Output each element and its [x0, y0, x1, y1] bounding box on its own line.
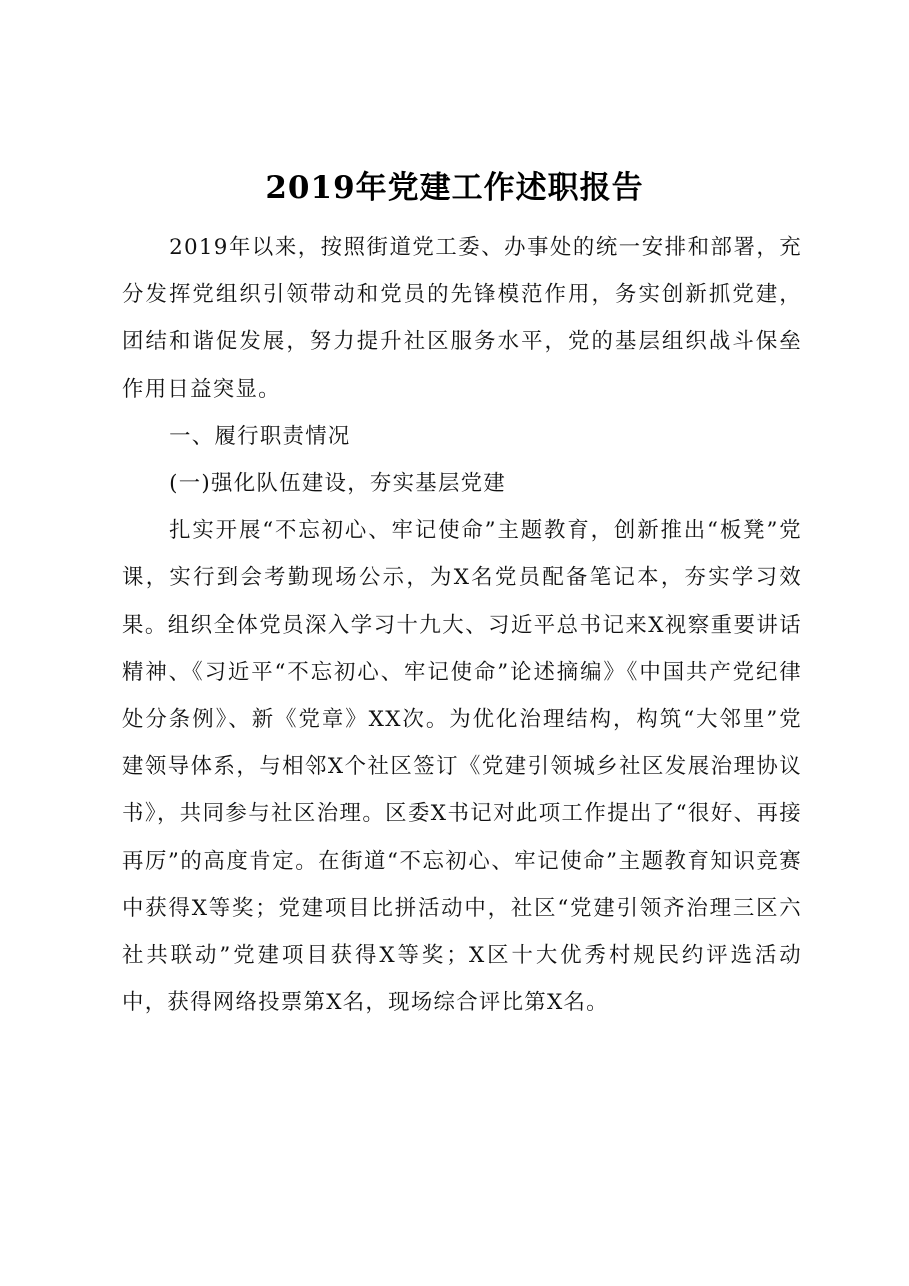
body-paragraph: 扎实开展“不忘初心、牢记使命”主题教育，创新推出“板凳”党课，实行到会考勤现场公示，为X名党员配备笔记本，夯实学习效果。组织全体党员深入学习十九大、习近平总书记来X视察重要讲话精神、《习近平“不忘初心、牢记使命”论述摘编》《中国共产党纪律处分条例》、新《党章》XX次。为优化治理结构，构筑“大邻里”党建领导体系，与相邻X个社区签订《党建引领城乡社区发展治理协议书》，共同参与社区治理。区委X书记对此项工作提出了“很好、再接再厉”的高度肯定。在街道“不忘初心、牢记使命”主题教育知识竞赛中获得X等奖；党建项目比拼活动中，社区“党建引领齐治理三区六社共联动”党建项目获得X等奖；X区十大优秀村规民约评选活动中，获得网络投票第X名，现场综合评比第X名。: [122, 518, 802, 1016]
section-heading: 一、履行职责情况: [169, 423, 351, 449]
document-body: [122, 224, 802, 1026]
subsection-heading: (一)强化队伍建设，夯实基层党建: [169, 471, 507, 497]
intro-paragraph: 2019年以来，按照街道党工委、办事处的统一安排和部署，充分发挥党组织引领带动和党员的先锋模范作用，务实创新抓党建，团结和谐促发展，努力提升社区服务水平，党的基层组织战斗保垒作用日益突显。: [122, 235, 802, 402]
document-title: 2019年党建工作述职报告: [265, 170, 644, 206]
